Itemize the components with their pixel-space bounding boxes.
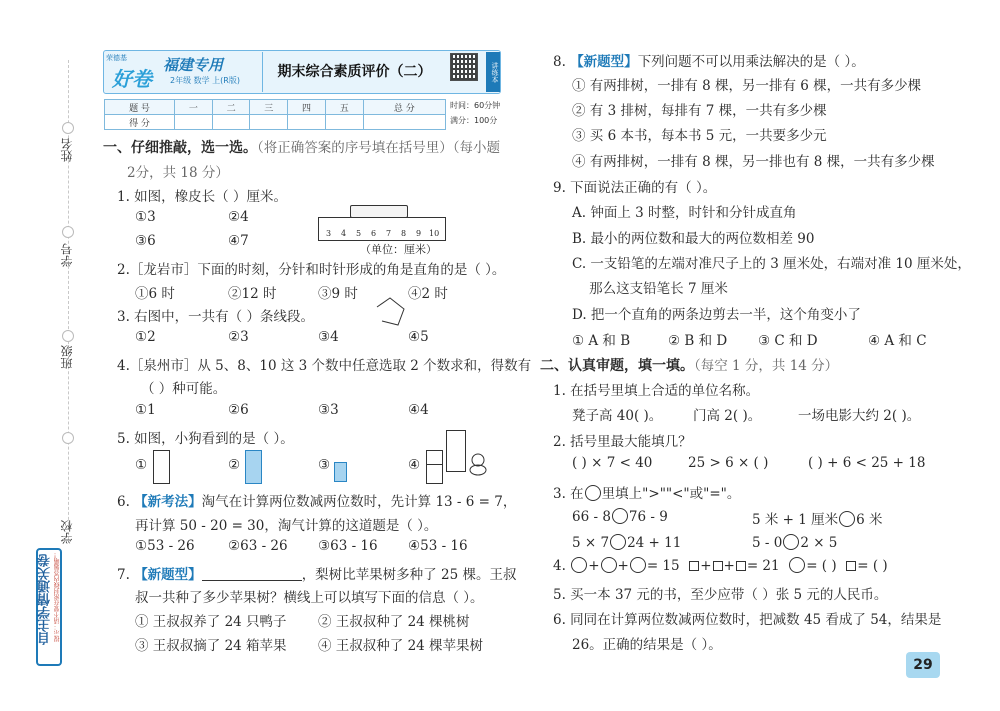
question-5: 5. 如图，小狗看到的是（ ）。 <box>117 431 294 447</box>
option[interactable]: ④ <box>408 457 421 473</box>
fridge-option <box>426 450 443 484</box>
compare-left: 5 - 0 <box>752 535 783 551</box>
fill-question-2: 2. 括号里最大能填几？ <box>553 434 692 450</box>
option[interactable]: ④ A 和 C <box>868 333 927 349</box>
section-one-title: 一、仔细推敲，选一选。 <box>103 140 257 156</box>
fill-blank[interactable]: ( ) × 7 < 40 <box>572 455 653 471</box>
compare-circle[interactable] <box>610 534 626 550</box>
section-two-note: （每空 1 分，共 14 分） <box>694 358 839 374</box>
brand-big-text: 好卷 <box>112 67 152 91</box>
option[interactable]: ②12 时 <box>228 286 277 302</box>
polyline-figure <box>372 295 408 329</box>
binding-hole <box>62 330 74 342</box>
score-input-cell[interactable] <box>250 115 288 130</box>
compare-left: 66 - 8 <box>572 509 611 525</box>
score-header-row <box>105 100 446 115</box>
score-table <box>104 99 446 130</box>
option[interactable]: ④ 王叔叔种了 24 棵苹果树 <box>318 638 484 654</box>
ruler-tick-label: 8 <box>401 229 407 238</box>
section-two-title: 二、认真审题，填一填。 <box>540 358 694 374</box>
grade-subtitle: 2年级 数学 上(R版) <box>170 76 240 85</box>
option[interactable]: ①6 时 <box>135 286 175 302</box>
statement: D. 把一个直角的两条边剪去一半，这个角变小了 <box>572 307 861 323</box>
question-number: 4. <box>553 558 566 574</box>
option[interactable]: ③4 <box>318 329 339 345</box>
fill-question-4 <box>553 557 888 574</box>
new-type-tag: 【新题型】 <box>570 54 638 70</box>
question-4-cont: （ ）种可能。 <box>141 381 227 397</box>
question-number: 8. <box>553 54 566 70</box>
score-input-cell[interactable] <box>288 115 326 130</box>
square-icon <box>713 561 723 571</box>
ruler-tick-label: 9 <box>416 229 422 238</box>
compare-item <box>572 508 668 525</box>
brand-small-text: 荣德基 <box>106 54 127 62</box>
operator: + <box>588 558 600 574</box>
ruler-tick-label: 10 <box>429 229 440 238</box>
score-cell: 总 分 <box>363 100 445 115</box>
circle-icon <box>630 557 646 573</box>
section-two-heading <box>540 354 838 375</box>
fill-blank[interactable]: = ( ) <box>857 558 888 574</box>
question-6-text: 淘气在计算两位数减两位数时，先计算 13 - 6 = 7， <box>201 494 517 510</box>
special-label: 福建专用 <box>163 56 224 74</box>
statement: A. 钟面上 3 时整，时针和分针成直角 <box>572 205 797 221</box>
circle-icon <box>601 557 617 573</box>
section-one-note: （将正确答案的序号填在括号里）（每小题 <box>257 140 500 156</box>
option[interactable]: ②4 <box>228 209 249 225</box>
score-cell: 二 <box>212 100 250 115</box>
ruler-tick-label: 3 <box>326 229 332 238</box>
fill-question-3 <box>553 482 740 502</box>
fill-question-6: 6. 同同在计算两位数减两位数时，把减数 45 看成了 54，结果是 <box>553 612 942 628</box>
option[interactable]: ①1 <box>135 402 156 418</box>
binding-hole <box>62 226 74 238</box>
question-2: 2.［龙岩市］下面的时刻，分针和时针形成的角是直角的是（ ）。 <box>117 262 506 278</box>
section-one-note-cont: 2分，共 18 分） <box>127 165 229 181</box>
option[interactable]: ④7 <box>228 233 249 249</box>
question-8-text: 下列问题不可以用乘法解决的是（ ）。 <box>637 54 865 70</box>
question-7-cont: 叔一共种了多少苹果树？横线上可以填写下面的信息（ ）。 <box>135 590 484 606</box>
side-banner <box>36 548 62 666</box>
fill-blank[interactable]: ( ) + 6 < 25 + 18 <box>808 455 926 471</box>
square-icon <box>736 561 746 571</box>
compare-circle[interactable] <box>612 508 628 524</box>
new-type-tag: 【新题型】 <box>134 567 202 583</box>
square-icon <box>689 561 699 571</box>
compare-right: 24 + 11 <box>627 535 682 551</box>
score-cell: 一 <box>175 100 213 115</box>
option[interactable]: ① 有两排树，一排有 8 棵，另一排有 6 棵，一共有多少棵 <box>572 78 922 94</box>
equation-result: = 15 <box>646 558 680 574</box>
banner-title: 自主学情通关卷 <box>38 554 53 645</box>
brand-logo <box>106 53 161 91</box>
score-cell: 三 <box>250 100 288 115</box>
full-score: 满分：100分 <box>450 116 498 125</box>
qr-tab: 讲练本 <box>486 52 500 92</box>
option[interactable]: ①2 <box>135 329 156 345</box>
score-value-row <box>105 115 446 130</box>
option[interactable]: ② B 和 D <box>668 333 728 349</box>
option[interactable]: ②63 - 26 <box>228 538 288 554</box>
qr-code-icon <box>450 53 478 81</box>
question-8 <box>553 50 865 70</box>
question-6: 6. 【新考法】淘气在计算两位数减两位数时，先计算 13 - 6 = 7， <box>117 494 517 510</box>
compare-right: 76 - 9 <box>628 509 668 525</box>
question-9: 9. 下面说法正确的有（ ）。 <box>553 180 717 196</box>
option[interactable]: ③6 <box>135 233 156 249</box>
question-3: 3. 右图中，一共有（ ）条线段。 <box>117 309 314 325</box>
ruler-tick-label: 4 <box>341 229 347 238</box>
option[interactable]: ③ <box>318 457 331 473</box>
ruler-tick-label: 7 <box>386 229 392 238</box>
fill-blank[interactable]: 凳子高 40( )。 <box>572 408 663 424</box>
option[interactable]: ①3 <box>135 209 156 225</box>
small-blue-rect-option <box>334 462 347 482</box>
score-cell: 四 <box>288 100 326 115</box>
question-7 <box>117 563 516 583</box>
fill-in-line[interactable] <box>202 567 302 581</box>
fill-question-5: 5. 买一本 37 元的书，至少应带（ ）张 5 元的人民币。 <box>553 587 888 603</box>
option[interactable]: ③9 时 <box>318 286 358 302</box>
equation-result: = 21 <box>746 558 780 574</box>
statement: 那么这支铅笔长 7 厘米 <box>572 281 728 297</box>
ruler-tick-label: 6 <box>371 229 377 238</box>
option[interactable]: ③ 王叔叔摘了 24 箱苹果 <box>135 638 287 654</box>
score-input-cell[interactable] <box>363 115 445 130</box>
ruler-figure <box>318 217 446 241</box>
option[interactable]: ① A 和 B <box>572 333 631 349</box>
fill-question-3-post: 里填上">""<"或"="。 <box>601 486 741 502</box>
score-cell: 题 号 <box>105 100 175 115</box>
student-id-label: 学号 <box>60 243 74 267</box>
fill-blank[interactable]: = ( ) <box>806 558 837 574</box>
question-1: 1. 如图，橡皮长（ ）厘米。 <box>117 189 287 205</box>
operator: + <box>617 558 629 574</box>
option[interactable]: ②3 <box>228 329 249 345</box>
white-rect-option <box>153 450 170 484</box>
circle-icon <box>571 557 587 573</box>
option[interactable]: ③ C 和 D <box>758 333 818 349</box>
compare-right: 6 米 <box>856 512 883 528</box>
question-7-text: ，梨树比苹果树多种了 25 棵。王叔 <box>301 567 517 583</box>
option[interactable]: ④53 - 16 <box>408 538 468 554</box>
operator: + <box>700 558 712 574</box>
ruler-tick-label: 5 <box>356 229 362 238</box>
question-number: 7. <box>117 567 130 583</box>
score-cell: 得 分 <box>105 115 175 130</box>
binding-hole <box>62 432 74 444</box>
dog-figure <box>466 452 492 476</box>
score-input-cell[interactable] <box>175 115 213 130</box>
fill-question-3-pre: 3. 在 <box>553 486 584 502</box>
compare-circle[interactable] <box>783 534 799 550</box>
section-one-heading <box>103 136 500 157</box>
circle-icon <box>789 557 805 573</box>
operator: + <box>723 558 735 574</box>
score-cell: 五 <box>325 100 363 115</box>
option[interactable]: ②6 <box>228 402 249 418</box>
option[interactable]: ② <box>228 457 241 473</box>
option[interactable]: ①53 - 26 <box>135 538 195 554</box>
fridge-divider <box>426 464 443 465</box>
fill-blank[interactable]: 门高 2( )。 <box>693 408 762 424</box>
fill-question-6-cont: 26。正确的结果是（ ）。 <box>572 637 722 653</box>
compare-left: 5 × 7 <box>572 535 610 551</box>
option[interactable]: ② 王叔叔种了 24 棵桃树 <box>318 614 470 630</box>
question-4: 4.［泉州市］从 5、8、10 这 3 个数中任意选取 2 个数求和，得数有 <box>117 358 532 374</box>
page-number: 29 <box>906 652 940 678</box>
compare-item <box>572 534 681 551</box>
option[interactable]: ③ 买 6 本书，每本书 5 元，一共要多少元 <box>572 128 827 144</box>
compare-item <box>752 508 883 528</box>
option[interactable]: ③3 <box>318 402 339 418</box>
option[interactable]: ② 有 3 排树，每排有 7 棵，一共有多少棵 <box>572 103 827 119</box>
option[interactable]: ③63 - 16 <box>318 538 378 554</box>
school-label: 学校 <box>60 520 74 544</box>
fill-question-1: 1. 在括号里填上合适的单位名称。 <box>553 383 760 399</box>
option[interactable]: ④5 <box>408 329 429 345</box>
square-icon <box>846 561 856 571</box>
name-label: 姓名 <box>60 138 74 162</box>
time-limit: 时间：60分钟 <box>450 101 501 110</box>
compare-circle[interactable] <box>839 511 855 527</box>
fridge-figure <box>446 430 466 472</box>
statement: B. 最小的两位数和最大的两位数相差 90 <box>572 231 815 247</box>
option[interactable]: ④4 <box>408 402 429 418</box>
option[interactable]: ① <box>135 457 148 473</box>
banner-tip: 提示：请不要在密封线内答题哦！ <box>54 552 61 642</box>
option[interactable]: ④ 有两排树，一排有 8 棵，另一排也有 8 棵，一共有多少棵 <box>572 154 935 170</box>
fill-blank[interactable]: 25 > 6 × ( ) <box>688 455 769 471</box>
binding-hole <box>62 122 74 134</box>
blue-rect-option <box>245 450 262 484</box>
class-label: 班级 <box>60 345 74 369</box>
circle-icon <box>585 485 601 501</box>
option[interactable]: ① 王叔叔养了 24 只鸭子 <box>135 614 287 630</box>
exam-title: 期末综合素质评价（二） <box>262 52 446 92</box>
ruler-unit: （单位：厘米） <box>360 243 437 256</box>
option[interactable]: ④2 时 <box>408 286 448 302</box>
question-6-cont: 再计算 50 - 20 = 30，淘气计算的这道题是（ ）。 <box>135 518 438 534</box>
fill-blank[interactable]: 一场电影大约 2( )。 <box>798 408 921 424</box>
compare-left: 5 米 + 1 厘米 <box>752 512 839 528</box>
compare-right: 2 × 5 <box>800 535 838 551</box>
score-input-cell[interactable] <box>325 115 363 130</box>
statement: C. 一支铅笔的左端对准尺子上的 3 厘米处，右端对准 10 厘米处， <box>572 256 971 272</box>
new-method-tag: 【新考法】 <box>134 494 202 510</box>
compare-item <box>752 534 837 551</box>
score-input-cell[interactable] <box>212 115 250 130</box>
